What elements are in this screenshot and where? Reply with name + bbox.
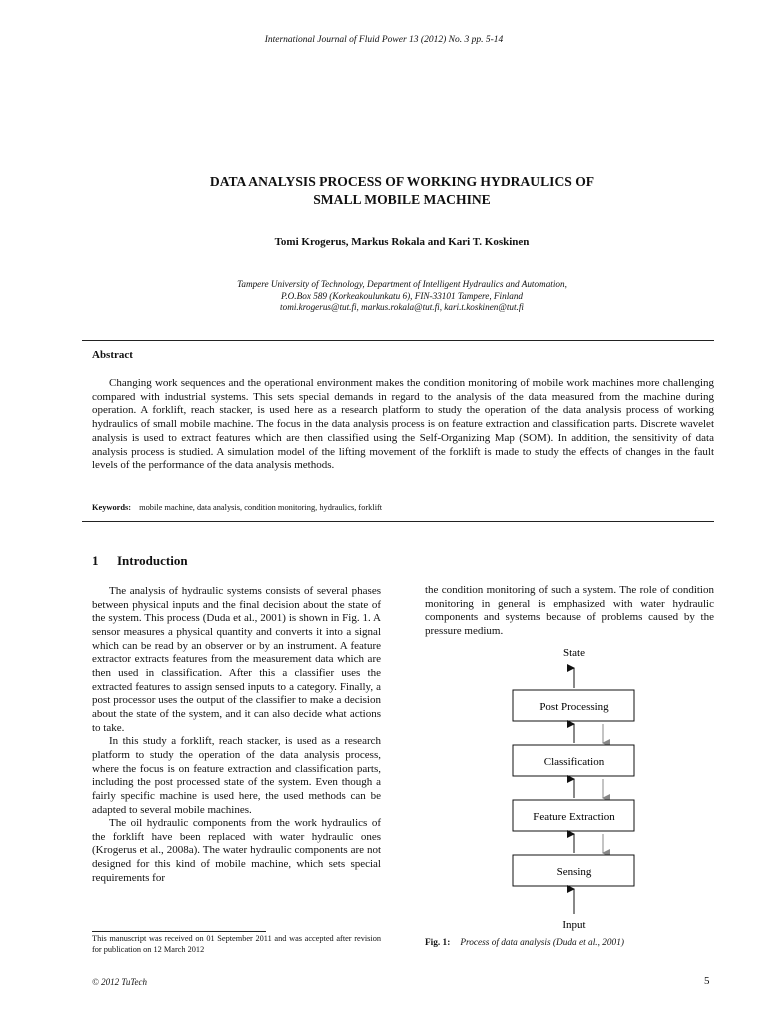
state-label: State	[563, 647, 585, 659]
paragraph: In this study a forklift, reach stacker, is used as a research platform to study the operation of the data analysis process, where the focus is on feature extraction and classification parts, including the post processed state of the system. Even though a fairly specific machine is used here, the used methods can be adapted to several mobile machines.	[92, 735, 381, 816]
keywords-text: mobile machine, data analysis, condition monitoring, hydraulics, forklift	[139, 503, 383, 512]
box-sensing	[513, 855, 634, 886]
section-title: Introduction	[117, 553, 188, 568]
abstract-text: Changing work sequences and the operational environment makes the condition monitoring of mobile work machines more challenging compared with industrial systems. This sets special demands in regard to the analysis of the data measured from the machine during operation. A forklift, reach stacker, is used here as a research platform to study the operation of the data analysis process of working hydraulics of small mobile machine. The focus in the data analysis process is on feature extraction and classification parts. Discrete wavelet analysis is used to extract features which are then classified using the Self-Organizing Map (SOM). In addition, the sensitivity of data analysis process is studied. A simulation model of the lifting movement of the forklift is made to study the effects of changes in the fault levels of the performance of the data analysis methods.	[92, 377, 714, 472]
process-diagram	[470, 640, 680, 940]
title-line-1: DATA ANALYSIS PROCESS OF WORKING HYDRAULICS OF	[209, 174, 595, 189]
figure-label: Fig. 1:	[425, 938, 451, 948]
footnote-rule	[92, 931, 266, 932]
affiliation-line-1: Tampere University of Technology, Department of Intelligent Hydraulics and Automation,	[237, 279, 567, 289]
section-heading	[92, 553, 188, 569]
affiliation	[0, 279, 768, 314]
abstract-bottom-rule	[82, 521, 714, 522]
box-post-processing	[513, 690, 634, 721]
paragraph: The oil hydraulic components from the work hydraulics of the forklift have been replaced with water hydraulic ones (Krogerus et al., 2008a). The water hydraulic components are not designed for this kind of mobile machine, which sets special requirements for	[92, 817, 381, 884]
box-feature-extraction	[513, 800, 634, 831]
paper-title	[0, 173, 768, 209]
box-classification	[513, 745, 634, 776]
box-label: Classification	[543, 756, 605, 768]
figure-caption	[425, 938, 624, 948]
journal-header: International Journal of Fluid Power 13 (2012) No. 3 pp. 5-14	[264, 35, 504, 45]
box-label: Post Processing	[539, 701, 609, 713]
body-column-left	[92, 585, 381, 885]
affiliation-emails: tomi.krogerus@tut.fi, markus.rokala@tut.fi, kari.t.koskinen@tut.fi	[280, 302, 524, 312]
footnote: This manuscript was received on 01 September 2011 and was accepted after revision for publication on 12 March 2012	[92, 934, 381, 954]
paragraph: the condition monitoring of such a system. The role of condition monitoring in general is emphasized with water hydraulic components and systems because of problems caused by the pressure medium.	[425, 584, 714, 637]
keywords	[92, 503, 382, 512]
authors: Tomi Krogerus, Markus Rokala and Kari T. Koskinen	[274, 236, 530, 248]
abstract-top-rule	[82, 340, 714, 341]
box-label: Feature Extraction	[533, 811, 615, 823]
page-number: 5	[704, 975, 710, 987]
box-label: Sensing	[556, 866, 592, 878]
section-number: 1	[92, 553, 99, 568]
body-column-right	[425, 584, 714, 639]
affiliation-line-2: P.O.Box 589 (Korkeakoulunkatu 6), FIN-33101 Tampere, Finland	[280, 290, 524, 301]
keywords-label: Keywords:	[92, 503, 132, 512]
title-line-2: SMALL MOBILE MACHINE	[313, 192, 491, 207]
copyright: © 2012 TuTech	[92, 977, 148, 987]
abstract-heading: Abstract	[92, 349, 133, 361]
input-label: Input	[562, 919, 586, 931]
figure-caption-text: Process of data analysis (Duda et al., 2001)	[460, 938, 624, 948]
paragraph: The analysis of hydraulic systems consists of several phases between physical inputs and the final decision about the state of the system. This process (Duda et al., 2001) is shown in Fig. 1. A sensor measures a physical quantity and converts it into a signal which can be read by an observer or by an instrument. A feature extractor extracts features from the measurement data which are then used in classification. After this a classifier uses the extracted features to assign sensed inputs to a category. Finally, a post processor uses the output of the classifier to make a decision about the state of the system, and it can also decide what actions to take.	[92, 585, 381, 734]
